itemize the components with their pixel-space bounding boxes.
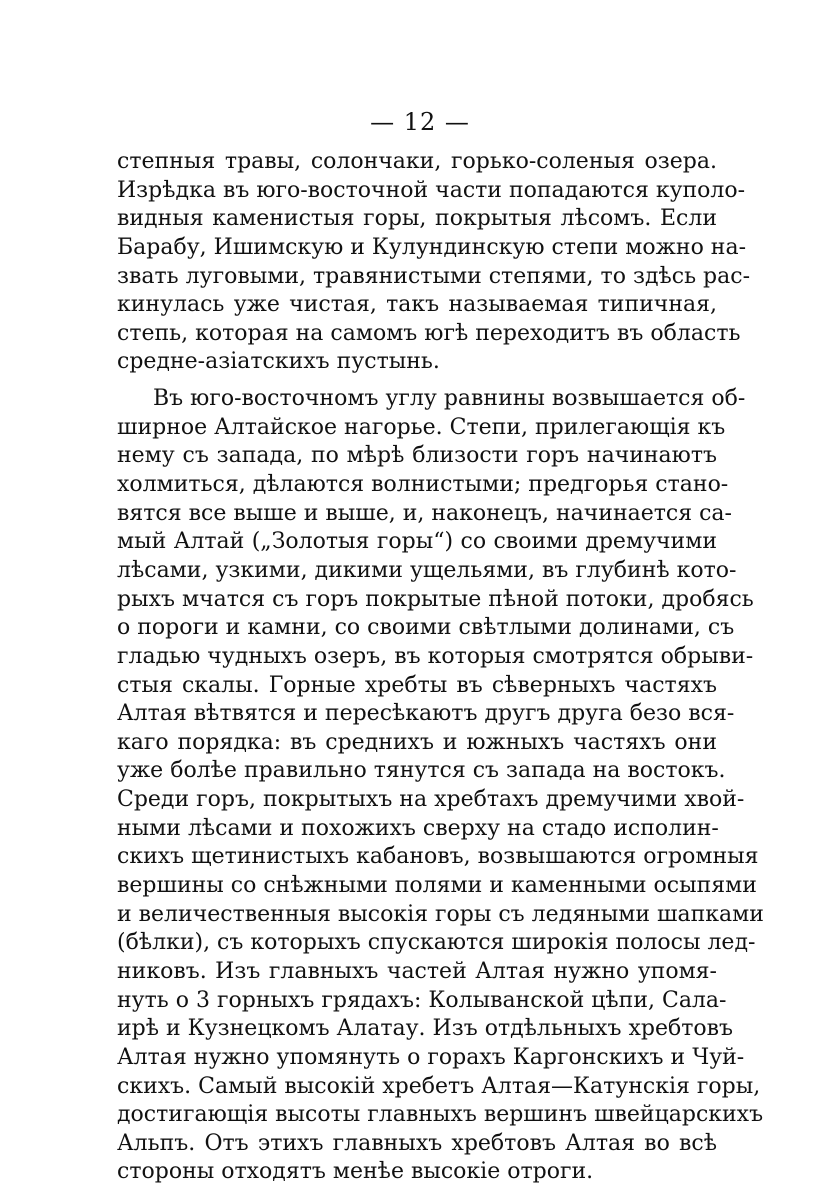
paragraph-gap: [117, 377, 717, 385]
text-line: степь, которая на самомъ югѣ переходитъ въ область: [117, 320, 741, 346]
text-line: ширное Алтайское нагорье. Степи, прилегающія къ: [117, 414, 726, 440]
text-line: нуть о 3 горныхъ грядахъ: Колыванской цѣпи, Сала-: [117, 987, 727, 1013]
text-line: ными лѣсами и похожихъ сверху на стадо исполин-: [117, 815, 719, 841]
text-line: вершины со снѣжными полями и каменными осыпями: [117, 873, 757, 899]
text-body: [117, 148, 764, 1187]
text-line: мый Алтай („Золотыя горы“) со своими дремучими: [117, 529, 717, 555]
page-number: — 12 —: [370, 108, 470, 136]
text-line: Алтая вѣтвятся и пересѣкаютъ другъ друга безо вся-: [117, 701, 735, 727]
text-line: степныя травы, солончаки, горько-соленыя озера.: [117, 149, 717, 174]
text-line: Барабу, Ишимскую и Кулундинскую степи можно на-: [117, 234, 747, 260]
paragraph-1: [117, 148, 751, 377]
text-line: вятся все выше и выше, и, наконецъ, начинается са-: [117, 500, 732, 526]
text-line: кинулась уже чистая, такъ называемая типичная,: [117, 292, 717, 318]
text-line: стороны отходятъ менѣе высокіе отроги.: [117, 1159, 594, 1185]
text-line: Среди горъ, покрытыхъ на хребтахъ дремучими хвой-: [117, 787, 745, 813]
text-line: звать луговыми, травянистыми степями, то здѣсь рас-: [117, 263, 751, 289]
text-line: о пороги и камни, со своими свѣтлыми долинами, съ: [117, 615, 735, 641]
text-line: Альпъ. Отъ этихъ главныхъ хребтовъ Алтая во всѣ: [117, 1130, 717, 1156]
text-line: лѣсами, узкими, дикими ущельями, въ глубинѣ кото-: [117, 557, 737, 583]
text-line: (бѣлки), съ которыхъ спускаются широкія полосы лед-: [117, 930, 756, 956]
text-line: достигающія высоты главныхъ вершинъ швейцарскихъ: [117, 1102, 764, 1128]
text-line: холмиться, дѣлаются волнистыми; предгорья стано-: [117, 472, 729, 498]
paragraph-2: [117, 385, 764, 1187]
text-line: Въ юго-восточномъ углу равнины возвышается об-: [153, 386, 746, 412]
text-line: Изрѣдка въ юго-восточной части попадаются куполо-: [117, 177, 746, 203]
text-line: каго порядка: въ среднихъ и южныхъ частяхъ они: [117, 729, 717, 755]
text-line: рыхъ мчатся съ горъ покрытые пѣной потоки, дробясь: [117, 586, 754, 612]
text-line: скихъ щетинистыхъ кабановъ, возвышаются огромныя: [117, 844, 759, 870]
text-line: никовъ. Изъ главныхъ частей Алтая нужно упомя-: [117, 958, 717, 984]
text-line: скихъ. Самый высокій хребетъ Алтая—Катунскія горы,: [117, 1073, 761, 1099]
text-line: средне-азіатскихъ пустынь.: [117, 349, 440, 375]
text-line: Алтая нужно упомянуть о горахъ Каргонскихъ и Чуй-: [117, 1044, 745, 1070]
text-line: нему съ запада, по мѣрѣ близости горъ начинаютъ: [117, 443, 717, 469]
text-line: ирѣ и Кузнецкомъ Алатау. Изъ отдѣльныхъ хребтовъ: [117, 1016, 734, 1042]
text-line: и величественныя высокія горы съ ледяными шапками: [117, 901, 764, 927]
text-line: уже болѣе правильно тянутся съ запада на востокъ.: [117, 758, 726, 784]
text-line: гладью чудныхъ озеръ, въ которыя смотрятся обрыви-: [117, 643, 754, 669]
text-line: стыя скалы. Горные хребты въ сѣверныхъ частяхъ: [117, 672, 717, 698]
text-line: видныя каменистыя горы, покрытыя лѣсомъ. Если: [117, 206, 717, 232]
